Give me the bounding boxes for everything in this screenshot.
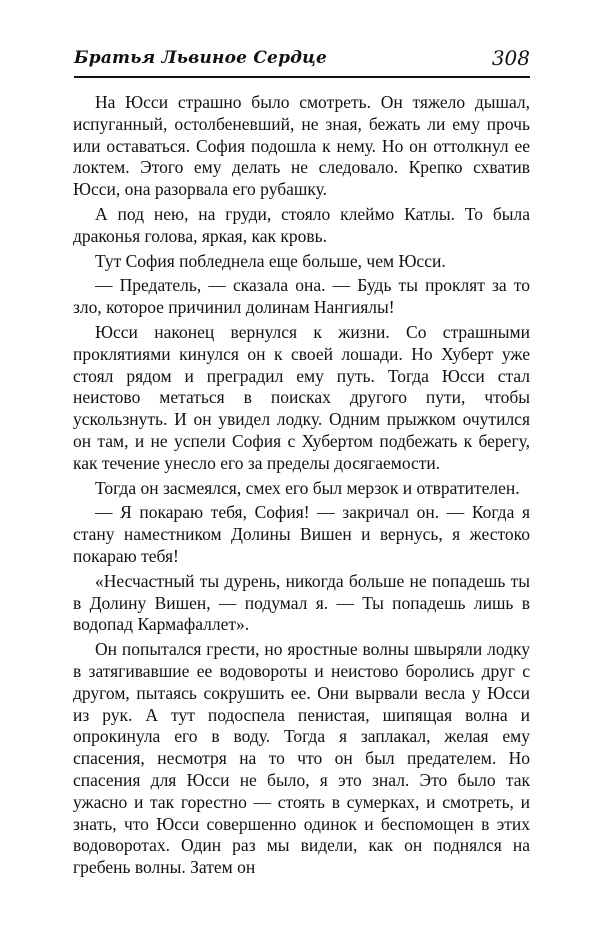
paragraph: — Я покараю тебя, София! — закричал он. — Когда я стану наместником Долины Вишен и вернусь, я жестоко покараю тебя! <box>73 502 530 566</box>
paragraph: Он попытался грести, но яростные волны швыряли лодку в затягивавшие ее водовороты и неистово боролись друг с другом, пытаясь сокрушить ее. Они вырвали весла у Юсси из рук. А тут подоспела пенистая, шипящая волна и опрокинула его в воду. Тогда я заплакал, желая ему спасения, несмотря на то что он был предателем. Но спасения для Юсси не было, я это знал. Это было так ужасно и так горестно — стоять в сумерках, и смотреть, и знать, что Юсси совершенно одинок и беспомощен в этих водоворотах. Один раз мы видели, как он поднялся на гребень волны. Затем он <box>73 639 530 878</box>
paragraph: Юсси наконец вернулся к жизни. Со страшными проклятиями кинулся он к своей лошади. Но Хуберт уже стоял рядом и преградил ему путь. Тогда Юсси стал неистово метаться в поисках другого пути, чтобы ускользнуть. И он увидел лодку. Одним прыжком очутился он там, и не успели София с Хубертом подбежать к берегу, как течение унесло его за пределы досягаемости. <box>73 321 530 473</box>
paragraph: Тогда он засмеялся, смех его был мерзок и отвратителен. <box>95 477 520 498</box>
body-text <box>73 92 530 882</box>
paragraph: А под нею, на груди, стояло клеймо Катлы. То была драконья голова, яркая, как кровь. <box>73 203 530 246</box>
page-number: 308 <box>491 46 530 70</box>
paragraph: На Юсси страшно было смотреть. Он тяжело дышал, испуганный, остолбеневший, не зная, бежать ли ему прочь или оставаться. София подошла к нему. Но он оттолкнул ее локтем. Этого ему делать не следовало. Крепко схватив Юсси, она разорвала его рубашку. <box>73 92 530 200</box>
paragraph: — Предатель, — сказала она. — Будь ты проклят за то зло, которое причинил долинам Нангиялы! <box>73 275 530 318</box>
paragraph: «Несчастный ты дурень, никогда больше не попадешь ты в Долину Вишен, — подумал я. — Ты попадешь лишь в водопад Кармафаллет». <box>73 570 530 635</box>
paragraph: Тут София побледнела еще больше, чем Юсси. <box>95 250 446 271</box>
book-title: Братья Львиное Сердце <box>74 48 328 68</box>
running-header <box>74 46 530 78</box>
